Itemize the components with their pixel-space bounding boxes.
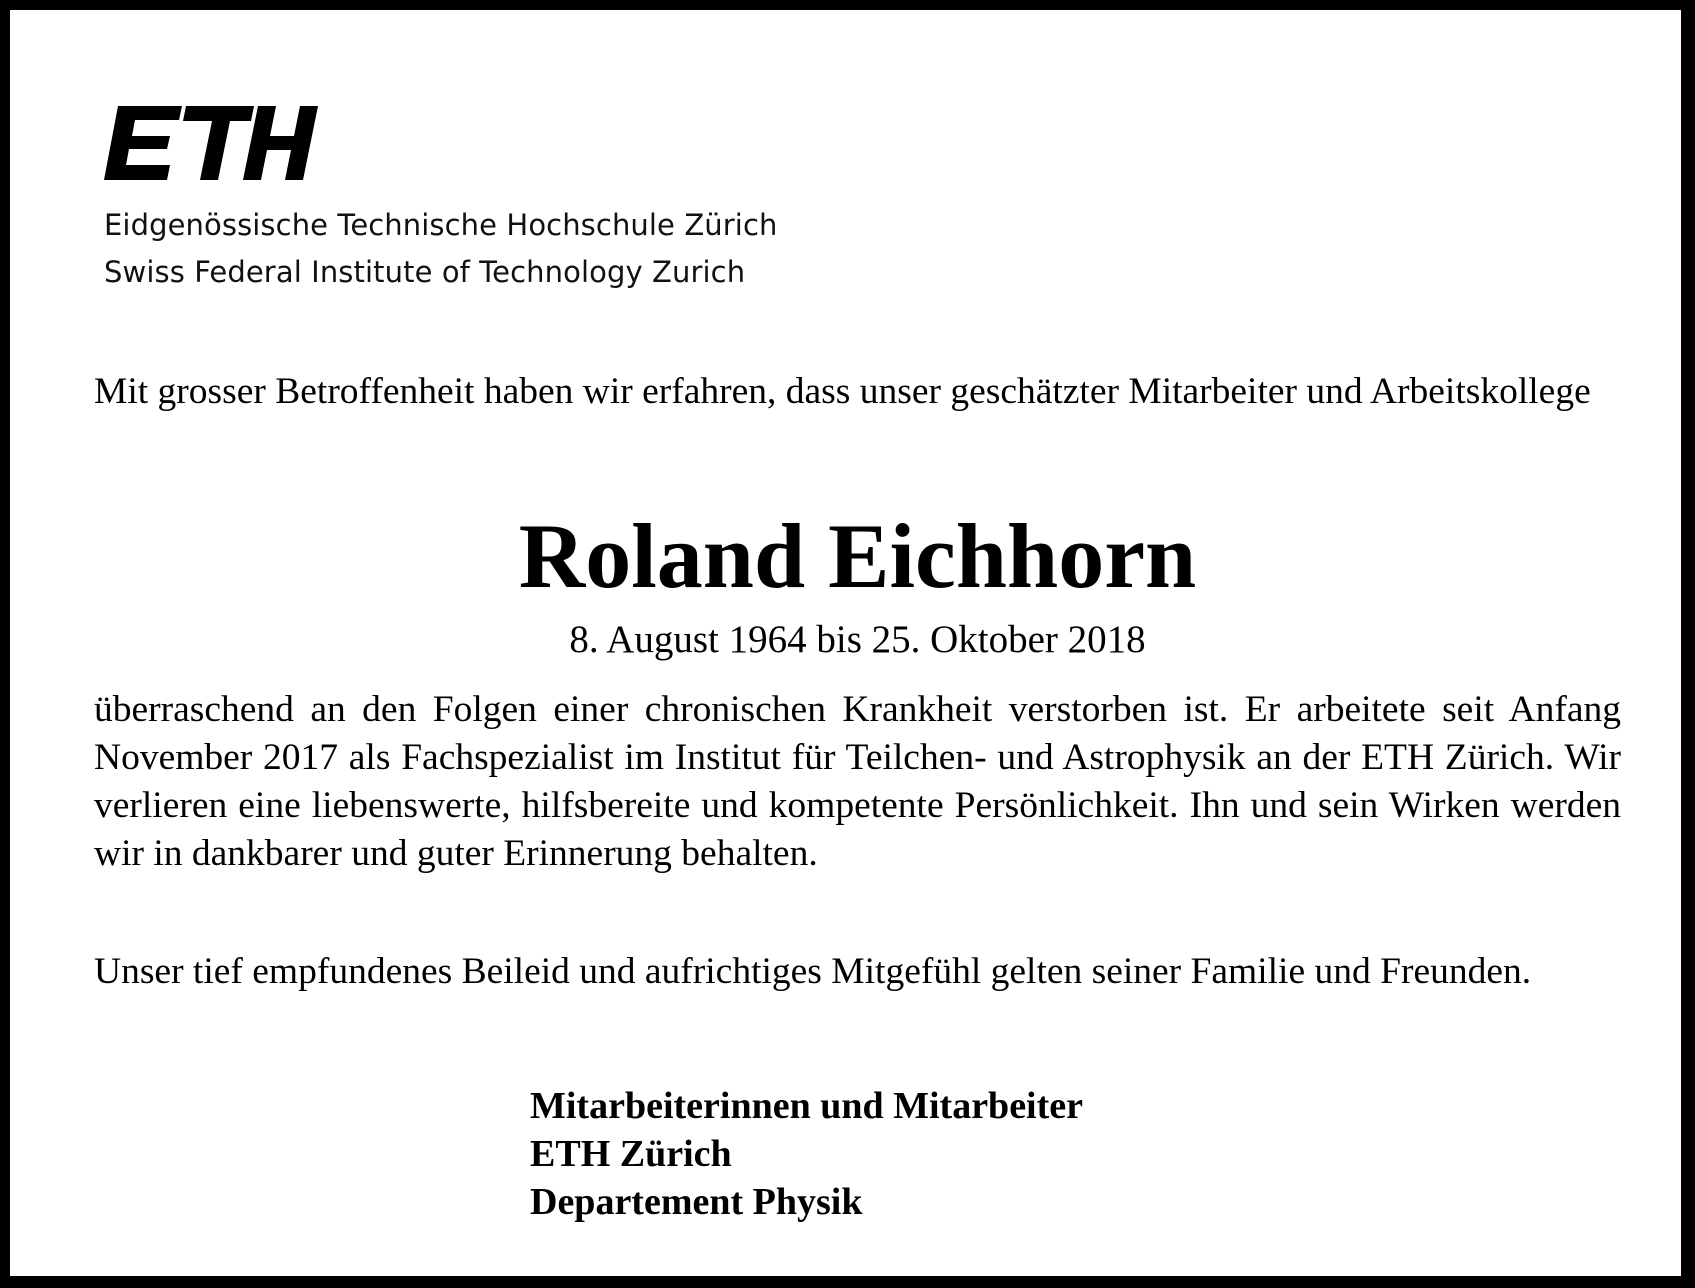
intro-paragraph: Mit grosser Betroffenheit haben wir erfahren, dass unser geschätzter Mitarbeiter und Arbeitskollege (94, 371, 1591, 412)
signature-line-staff: Mitarbeiterinnen und Mitarbeiter (530, 1085, 1084, 1127)
institution-name-de: Eidgenössische Technische Hochschule Zürich (104, 208, 778, 242)
body-paragraph: überraschend an den Folgen einer chronischen Krankheit verstorben ist. Er arbeitete seit Anfang November 2017 als Fachspezialist im Institut für Teilchen- und Astrophysik an der ETH Zürich. Wir verlieren eine liebenswerte, hilfsbereite und kompetente Persönlichkeit. Ihn und sein Wirken werden wir in dankbarer und guter Erinnerung behalten. (94, 689, 1621, 874)
signature-line-institution: ETH Zürich (530, 1133, 732, 1175)
eth-logo (104, 106, 320, 180)
condolence-paragraph: Unser tief empfundenes Beileid und aufrichtiges Mitgefühl gelten seiner Familie und Freunden. (94, 951, 1532, 992)
deceased-name: Roland Eichhorn (518, 505, 1197, 607)
institution-name-en: Swiss Federal Institute of Technology Zurich (104, 255, 746, 289)
life-dates: 8. August 1964 bis 25. Oktober 2018 (569, 618, 1146, 661)
eth-logo-graphic (104, 106, 320, 180)
signature-block (530, 1082, 1083, 1226)
signature-line-department: Departement Physik (530, 1181, 863, 1223)
